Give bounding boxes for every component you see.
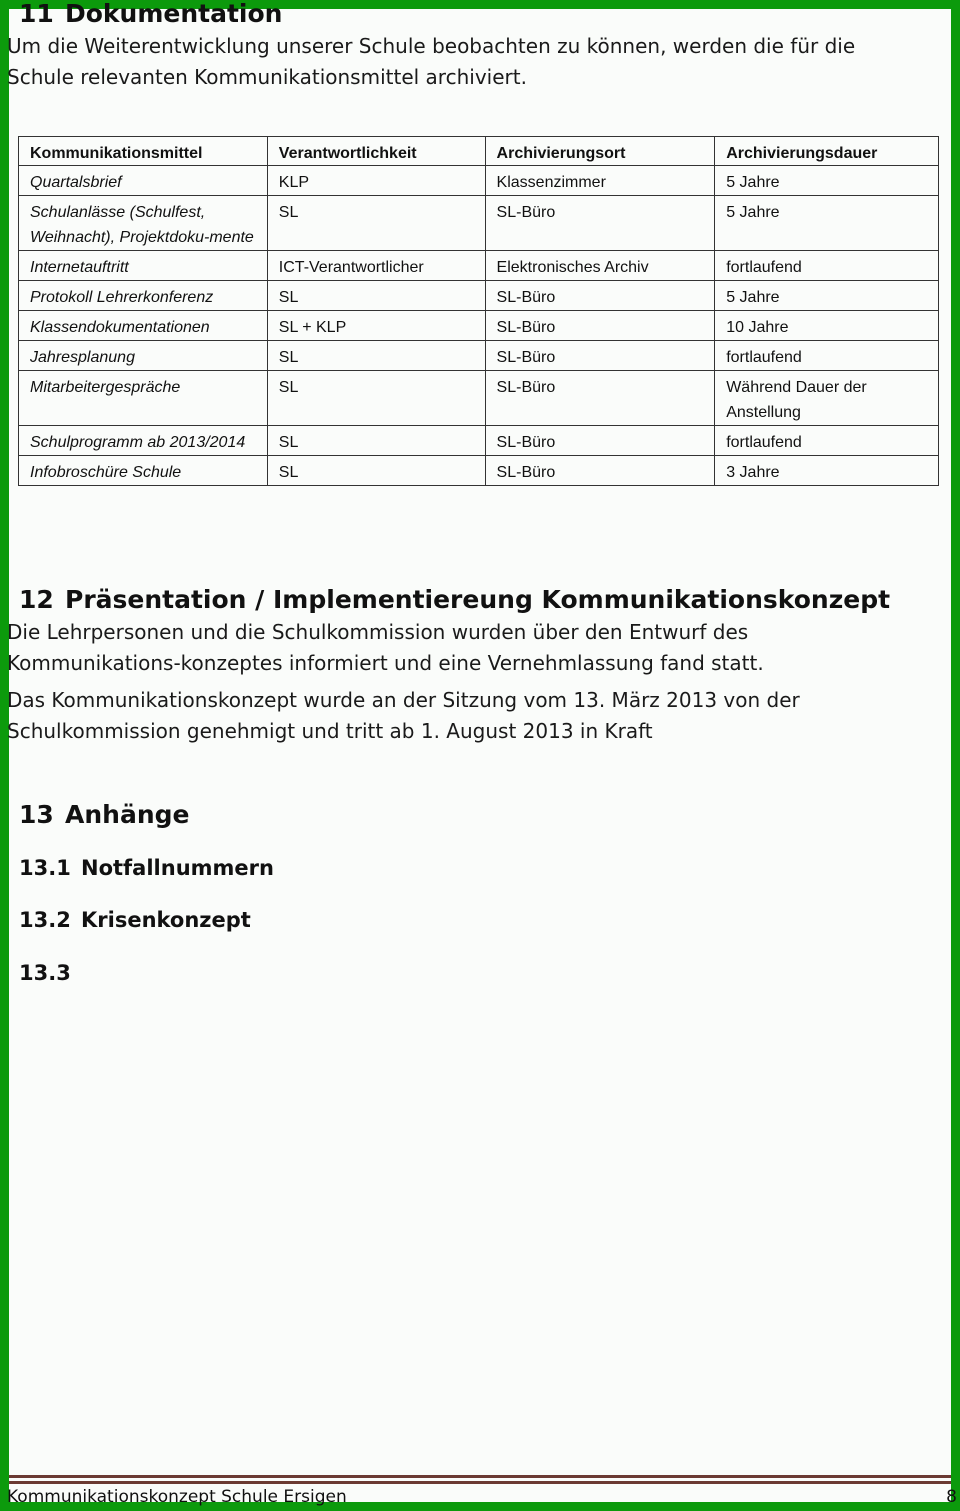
table-cell: Jahresplanung <box>19 341 268 371</box>
section-number: 13 <box>19 800 54 829</box>
table-cell: Klassendokumentationen <box>19 311 268 341</box>
approval-paragraph: Das Kommunikationskonzept wurde an der Sitzung vom 13. März 2013 von der Schulkommission genehmigt und tritt ab 1. August 2013 in Kraft <box>7 688 800 743</box>
section-title: Notfallnummern <box>81 856 274 880</box>
table-cell: SL-Büro <box>485 426 715 456</box>
section-title: Dokumentation <box>65 0 283 28</box>
table-cell: Klassenzimmer <box>485 166 715 196</box>
table-cell: SL-Büro <box>485 456 715 486</box>
section-number: 13.1 <box>19 856 71 880</box>
table-row <box>19 166 939 196</box>
table-cell: SL <box>267 341 485 371</box>
table-cell: SL + KLP <box>267 311 485 341</box>
table-cell: 5 Jahre <box>715 166 939 196</box>
table-row <box>19 426 939 456</box>
column-header: Verantwortlichkeit <box>267 137 485 166</box>
column-header: Archivierungsdauer <box>715 137 939 166</box>
section-13-1-heading <box>19 856 274 880</box>
table-cell: Internetauftritt <box>19 251 268 281</box>
table-cell: fortlaufend <box>715 341 939 371</box>
column-header: Kommunikationsmittel <box>19 137 268 166</box>
table-cell: Quartalsbrief <box>19 166 268 196</box>
section-12-heading <box>19 585 890 614</box>
table-cell: Schulprogramm ab 2013/2014 <box>19 426 268 456</box>
table-cell: SL <box>267 281 485 311</box>
table-cell: SL-Büro <box>485 341 715 371</box>
table-cell: fortlaufend <box>715 426 939 456</box>
table-cell: ICT-Verantwortlicher <box>267 251 485 281</box>
page-number: 8 <box>946 1487 957 1507</box>
table-cell: Infobroschüre Schule <box>19 456 268 486</box>
table-cell: Während Dauer der Anstellung <box>715 371 939 426</box>
table-cell: 10 Jahre <box>715 311 939 341</box>
table-row <box>19 456 939 486</box>
section-number: 11 <box>19 0 54 28</box>
table-row <box>19 196 939 251</box>
intro-paragraph: Um die Weiterentwicklung unserer Schule beobachten zu können, werden die für die Schule relevanten Kommunikationsmittel archiviert. <box>7 34 856 89</box>
table-row <box>19 251 939 281</box>
footer-title: Kommunikationskonzept Schule Ersigen <box>7 1487 347 1507</box>
table-row <box>19 281 939 311</box>
footer-rule-top <box>9 1475 951 1478</box>
table-cell: SL-Büro <box>485 281 715 311</box>
table-row <box>19 341 939 371</box>
section-title: Präsentation / Implementiereung Kommunikationskonzept <box>65 585 891 614</box>
section-title: Krisenkonzept <box>81 908 251 932</box>
table-cell: Protokoll Lehrerkonferenz <box>19 281 268 311</box>
table-cell: 5 Jahre <box>715 281 939 311</box>
table-cell: SL <box>267 456 485 486</box>
table-cell: SL-Büro <box>485 311 715 341</box>
table-cell: Elektronisches Archiv <box>485 251 715 281</box>
footer-rule-bottom <box>9 1481 951 1484</box>
section-number: 13.2 <box>19 908 71 932</box>
table-cell: 5 Jahre <box>715 196 939 251</box>
section-13-heading <box>19 800 189 829</box>
column-header: Archivierungsort <box>485 137 715 166</box>
section-13-3-heading <box>19 961 81 985</box>
table-cell: fortlaufend <box>715 251 939 281</box>
table-cell: SL-Büro <box>485 371 715 426</box>
archive-table <box>18 136 939 486</box>
section-number: 12 <box>19 585 54 614</box>
table-cell: KLP <box>267 166 485 196</box>
section-11-heading <box>19 0 282 28</box>
table-cell: Schulanlässe (Schulfest, Weihnacht), Projektdoku-mente <box>19 196 268 251</box>
table-cell: SL <box>267 196 485 251</box>
table-row <box>19 311 939 341</box>
section-13-2-heading <box>19 908 251 932</box>
table-cell: SL <box>267 426 485 456</box>
document-page <box>7 0 957 1507</box>
table-row <box>19 371 939 426</box>
table-cell: 3 Jahre <box>715 456 939 486</box>
table-cell: SL <box>267 371 485 426</box>
table-header-row <box>19 137 939 166</box>
section-number: 13.3 <box>19 961 71 985</box>
table-cell: SL-Büro <box>485 196 715 251</box>
table-cell: Mitarbeitergespräche <box>19 371 268 426</box>
section-title: Anhänge <box>65 800 190 829</box>
implementation-paragraph: Die Lehrpersonen und die Schulkommission wurden über den Entwurf des Kommunikations-konzeptes informiert und eine Vernehmlassung fand statt. <box>7 620 764 675</box>
